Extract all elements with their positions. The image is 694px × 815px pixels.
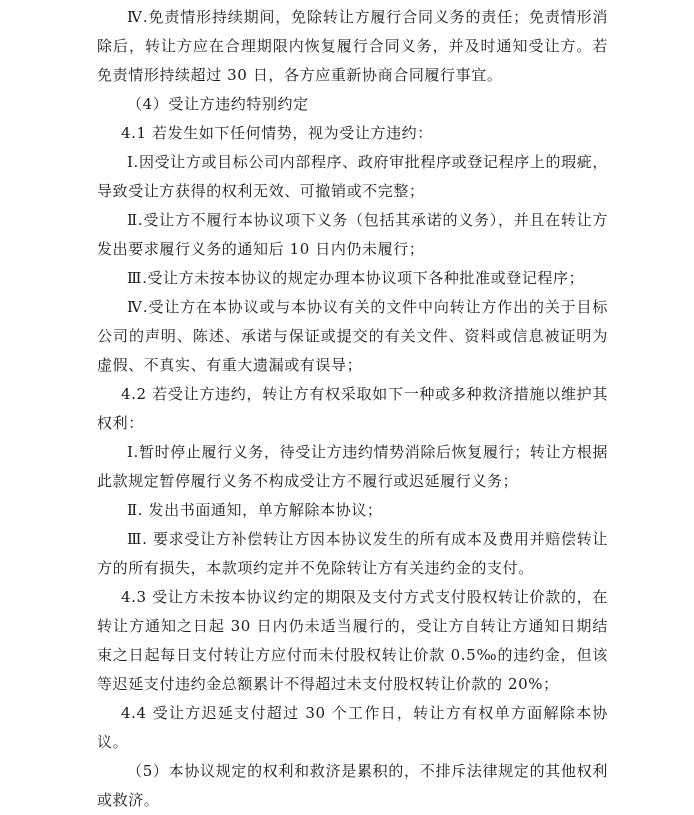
paragraph-force-majeure-recovery: Ⅳ.免责情形持续期间，免除转让方履行合同义务的责任；免责情形消除后，转让方应在合理期限内恢复履行合同义务，并及时通知受让方。若免责情形持续超过 30 日，各方应重新协商合同履行事宜。 — [97, 8, 608, 84]
clause-4-1-item-1: Ⅰ.因受让方或目标公司内部程序、政府审批程序或登记程序上的瑕疵，导致受让方获得的权利无效、可撤销或不完整； — [97, 153, 608, 200]
section-5-cumulative-remedies: （5）本协议规定的权利和救济是累积的，不排斥法律规定的其他权利或救济。 — [97, 762, 608, 809]
clause-4-1-item-3: Ⅲ.受让方未按本协议的规定办理本协议项下各种批准或登记程序； — [127, 269, 585, 287]
clause-4-2-item-1: Ⅰ.暂时停止履行义务，待受让方违约情势消除后恢复履行；转让方根据此款规定暂停履行义务不构成受让方不履行或迟延履行义务； — [97, 443, 608, 490]
clause-4-2-item-3: Ⅲ. 要求受让方补偿转让方因本协议发生的所有成本及费用并赔偿转让方的所有损失，本款项约定并不免除转让方有关违约金的支付。 — [97, 530, 608, 577]
clause-4-2: 4.2 若受让方违约，转让方有权采取如下一种或多种救济措施以维护其权利： — [97, 385, 608, 432]
clause-4-4: 4.4 受让方迟延支付超过 30 个工作日，转让方有权单方面解除本协议。 — [97, 704, 608, 751]
clause-4-1-item-2: Ⅱ.受让方不履行本协议项下义务（包括其承诺的义务），并且在转让方发出要求履行义务的通知后 10 日内仍未履行； — [97, 211, 608, 258]
section-heading-transferee-breach: （4）受让方违约特别约定 — [127, 95, 309, 113]
clause-4-1-item-4: Ⅳ.受让方在本协议或与本协议有关的文件中向转让方作出的关于目标公司的声明、陈述、承诺与保证或提交的有关文件、资料或信息被证明为虚假、不真实、有重大遗漏或有误导； — [97, 298, 608, 374]
clause-4-2-item-2: Ⅱ. 发出书面通知，单方解除本协议； — [127, 501, 383, 519]
clause-4-3: 4.3 受让方未按本协议约定的期限及支付方式支付股权转让价款的，在转让方通知之日起 30 日内仍未适当履行的，受让方自转让方通知日期结束之日起每日支付转让方应付而未付股权转让价款 0.5‰的违约金，但该等迟延支付违约金总额累计不得超过未支付股权转让价款的 20%； — [97, 588, 608, 693]
clause-4-1: 4.1 若发生如下任何情势，视为受让方违约： — [121, 124, 433, 142]
